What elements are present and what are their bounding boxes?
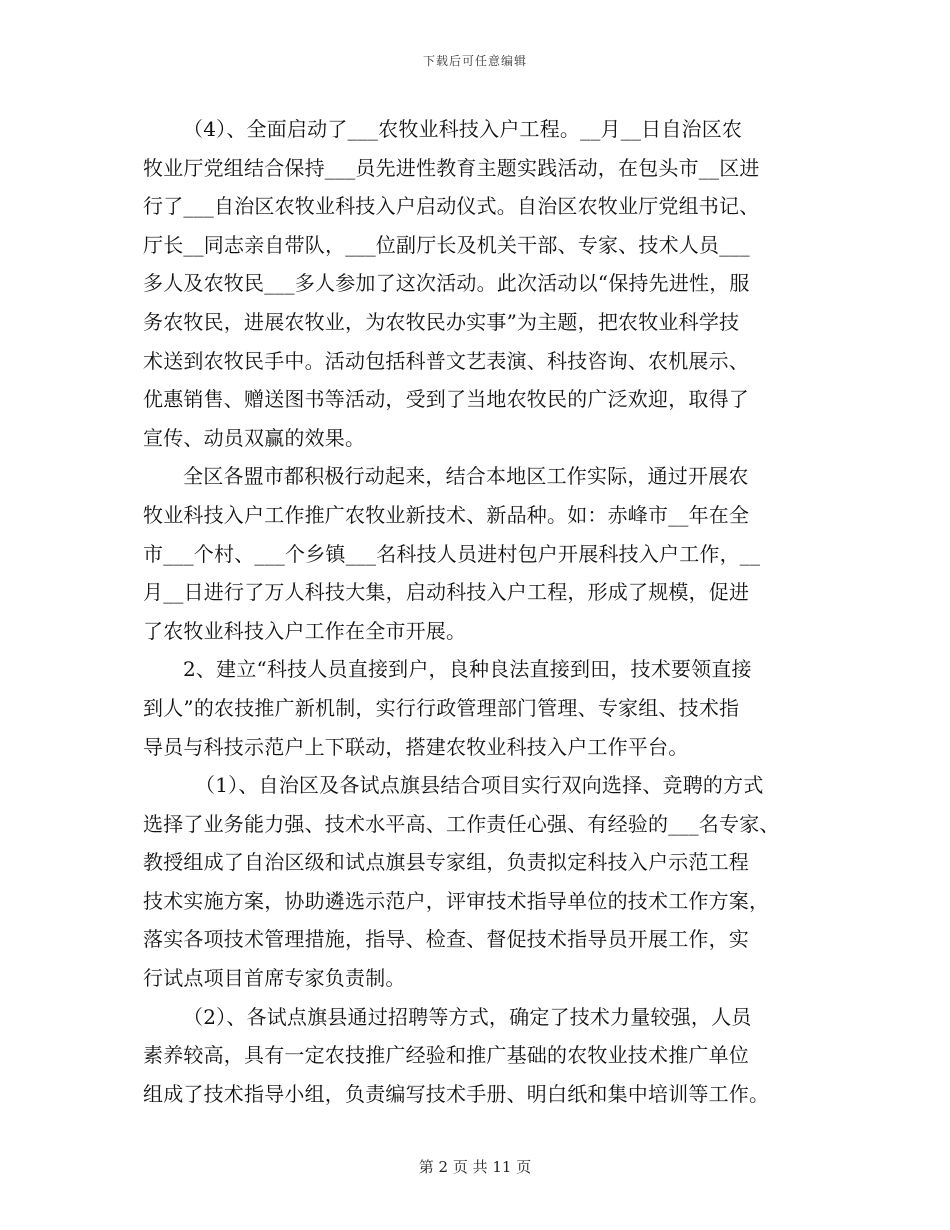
- text-line: 教授组成了自治区级和试点旗县专家组，负责拟定科技入户示范工程: [143, 850, 749, 875]
- text-line: 务农牧民，进展农牧业，为农牧民办实事”为主题，把农牧业科学技: [143, 309, 740, 334]
- paragraph: [143, 110, 823, 457]
- text-line: 牧业科技入户工作推广农牧业新技术、新品种。如：赤峰市__年在全: [143, 502, 750, 527]
- text-line: 行试点项目首席专家负责制。: [143, 966, 406, 991]
- text-line: （1）、自治区及各试点旗县结合项目实行双向选择、竞聘的方式: [195, 773, 764, 798]
- text-line: 多人及农牧民___多人参加了这次活动。此次活动以“保持先进性，服: [143, 271, 750, 296]
- text-line: 术送到农牧民手中。活动包括科普文艺表演、科技咨询、农机展示、: [143, 348, 749, 373]
- text-line: 到人”的农技推广新机制，实行行政管理部门管理、专家组、技术指: [143, 695, 740, 720]
- text-line: 行了___自治区农牧业科技入户启动仪式。自治区农牧业厅党组书记、: [143, 194, 760, 219]
- paragraph: [143, 766, 823, 998]
- paragraph: [143, 457, 823, 650]
- text-line: 优惠销售、赠送图书等活动，受到了当地农牧民的广泛欢迎，取得了: [143, 387, 749, 412]
- text-line: 2、建立“科技人员直接到户，良种良法直接到田，技术要领直接: [183, 657, 752, 682]
- page-footer: 第 2 页 共 11 页: [418, 1158, 532, 1176]
- text-line: 牧业厅党组结合保持___员先进性教育主题实践活动，在包头市__区进: [143, 155, 760, 180]
- text-line: 了农牧业科技入户工作在全市开展。: [143, 618, 467, 643]
- text-line: 月__日进行了万人科技大集，启动科技入户工程，形成了规模，促进: [143, 580, 750, 605]
- text-line: 宣传、动员双赢的效果。: [143, 425, 366, 450]
- text-line: 素养较高，具有一定农技推广经验和推广基础的农牧业技术推广单位: [143, 1043, 749, 1068]
- text-line: （2）、各试点旗县通过招聘等方式，确定了技术力量较强，人员: [183, 1004, 752, 1029]
- text-line: 导员与科技示范户上下联动，搭建农牧业科技入户工作平台。: [143, 734, 689, 759]
- paragraph: [143, 998, 823, 1114]
- text-line: 全区各盟市都积极行动起来，结合本地区工作实际，通过开展农: [183, 464, 749, 489]
- text-line: （4）、全面启动了___农牧业科技入户工程。__月__日自治区农: [183, 117, 743, 141]
- text-line: 选择了业务能力强、技术水平高、工作责任心强、有经验的___名专家、: [143, 811, 780, 836]
- text-line: 市___个村、___个乡镇___名科技人员进村包户开展科技入户工作，__: [143, 541, 761, 566]
- document-body: [143, 110, 823, 1113]
- text-line: 技术实施方案，协助遴选示范户，评审技术指导单位的技术工作方案，: [143, 888, 770, 913]
- text-line: 组成了技术指导小组，负责编写技术手册、明白纸和集中培训等工作。: [143, 1081, 770, 1106]
- text-line: 落实各项技术管理措施，指导、检查、督促技术指导员开展工作，实: [143, 927, 749, 952]
- paragraph: [143, 650, 823, 766]
- page-header: 下载后可任意编辑: [422, 54, 527, 68]
- text-line: 厅长__同志亲自带队，___位副厅长及机关干部、专家、技术人员___: [143, 232, 750, 257]
